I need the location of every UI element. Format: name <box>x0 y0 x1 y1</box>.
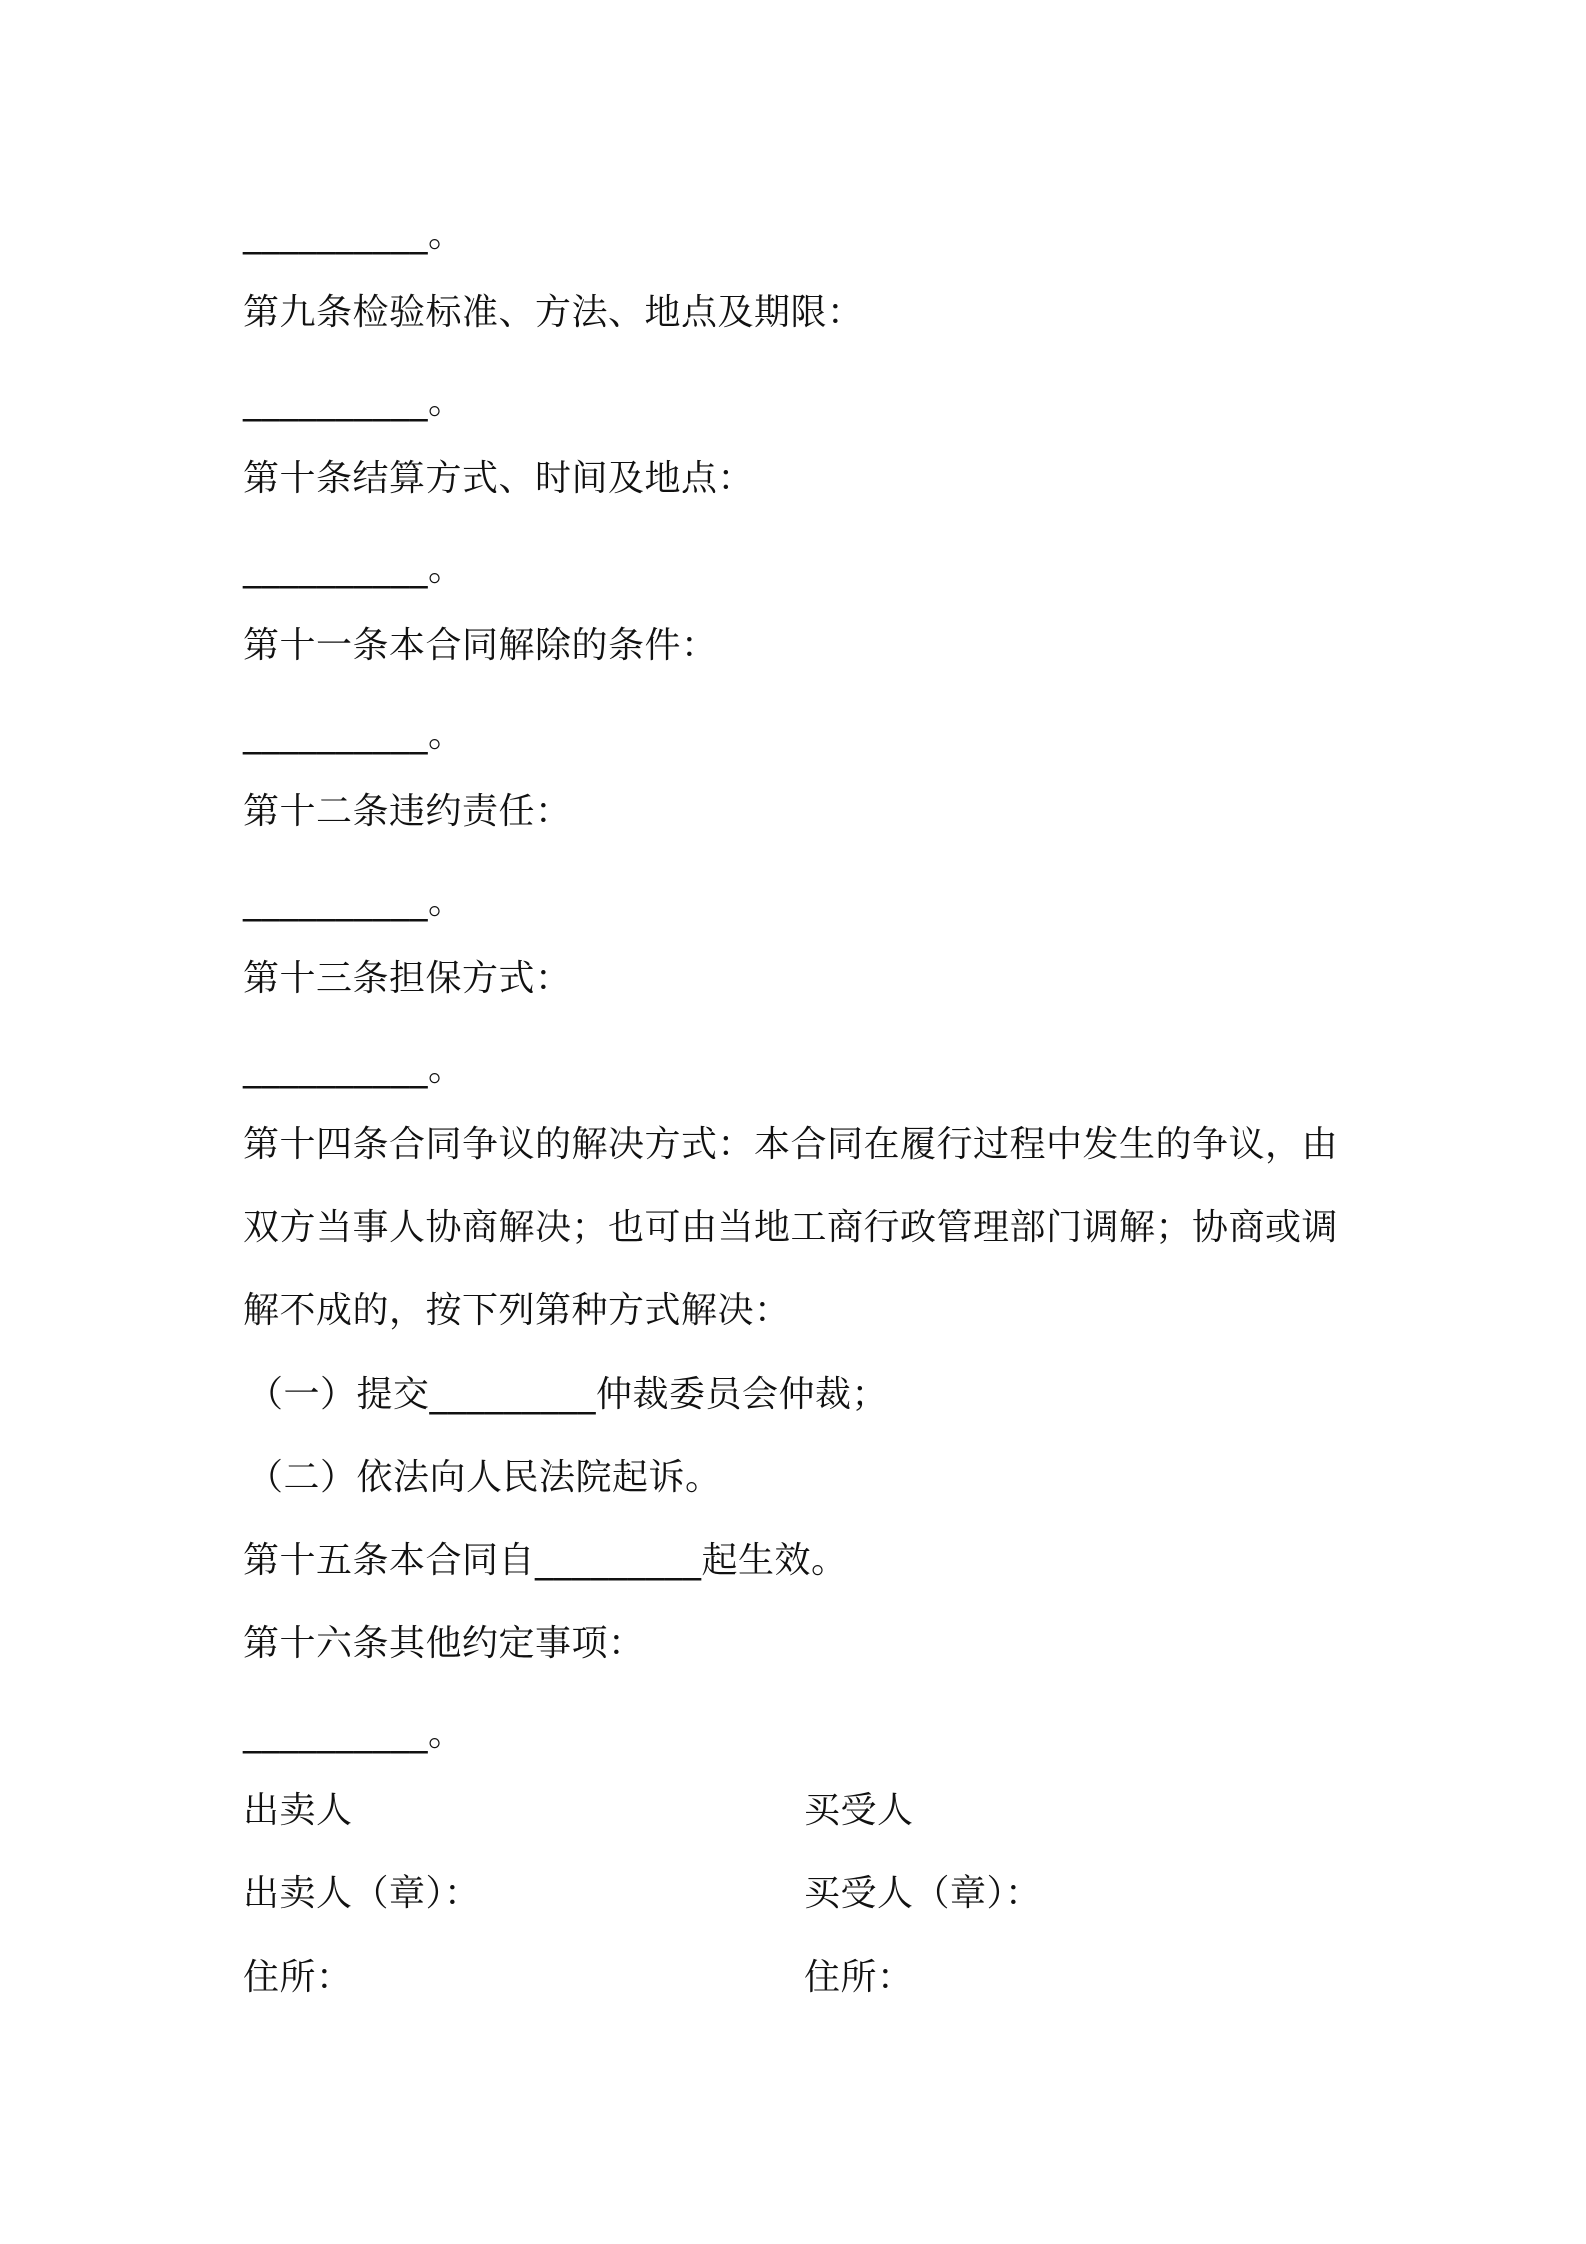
blank-line: __________。 <box>243 548 465 589</box>
article-12: 第十二条违约责任： <box>243 791 572 832</box>
buyer-seal: 买受人（章）： <box>804 1873 1042 1914</box>
blank-line: __________。 <box>243 881 465 922</box>
article-14-line-1: 第十四条合同争议的解决方式：本合同在履行过程中发生的争议，由 <box>243 1124 1339 1165</box>
seller-address: 住所： <box>243 1957 353 1998</box>
blank-line: __________。 <box>243 214 465 255</box>
blank-line: __________。 <box>243 381 465 422</box>
blank-line: __________。 <box>243 714 465 755</box>
option-2: （二）依法向人民法院起诉。 <box>247 1457 722 1498</box>
blank-line: __________。 <box>243 1713 465 1754</box>
blank-line: __________。 <box>243 1048 465 1089</box>
seller-label: 出卖人 <box>243 1790 353 1831</box>
article-13: 第十三条担保方式： <box>243 958 572 999</box>
buyer-label: 买受人 <box>804 1790 914 1831</box>
article-9: 第九条检验标准、方法、地点及期限： <box>243 292 864 333</box>
article-15: 第十五条本合同自_________起生效。 <box>243 1540 848 1581</box>
article-11: 第十一条本合同解除的条件： <box>243 625 718 666</box>
article-14-line-2: 双方当事人协商解决；也可由当地工商行政管理部门调解；协商或调 <box>243 1207 1339 1248</box>
article-10: 第十条结算方式、时间及地点： <box>243 458 755 499</box>
option-1: （一）提交_________仲裁委员会仲裁； <box>247 1374 889 1415</box>
article-16: 第十六条其他约定事项： <box>243 1623 645 1664</box>
buyer-address: 住所： <box>804 1957 914 1998</box>
seller-seal: 出卖人（章）： <box>243 1873 481 1914</box>
article-14-line-3: 解不成的，按下列第种方式解决： <box>243 1290 791 1331</box>
